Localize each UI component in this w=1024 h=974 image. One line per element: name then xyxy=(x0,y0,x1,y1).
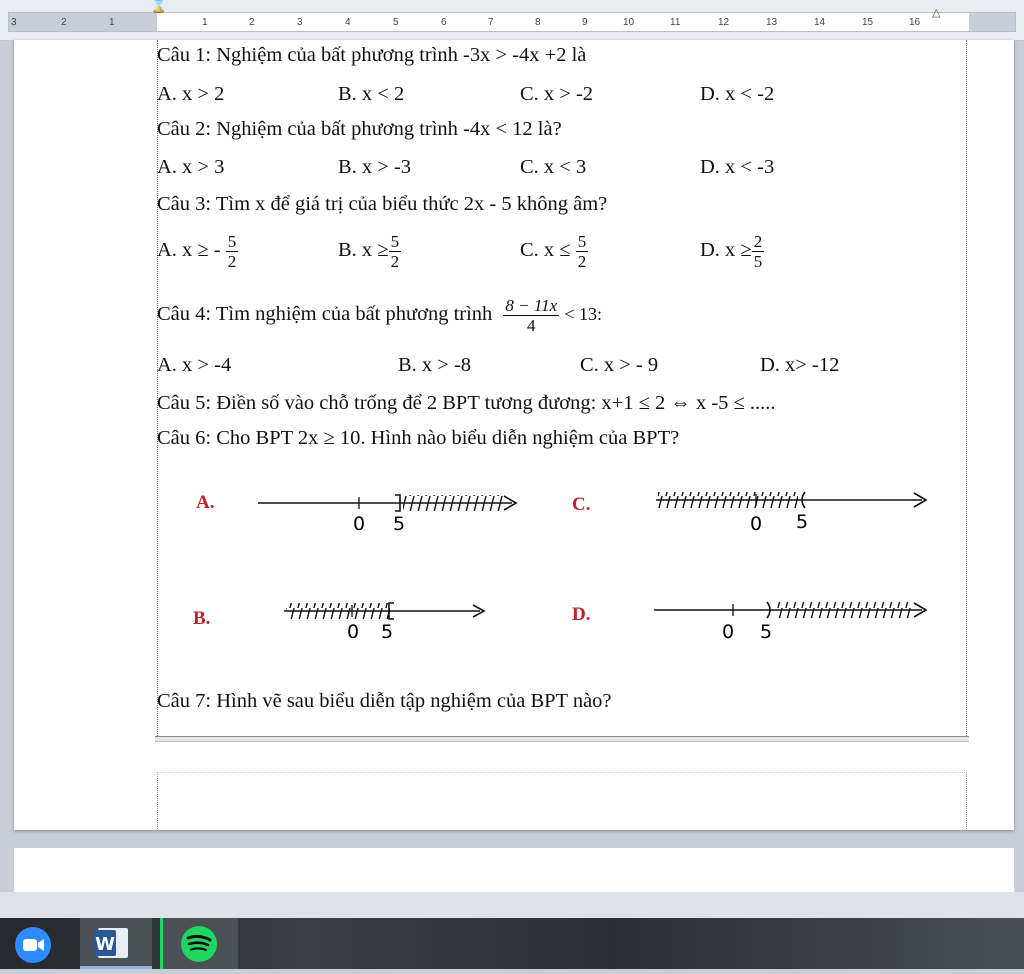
q6-label-d: D. xyxy=(572,604,591,625)
q6-label-a: A. xyxy=(196,492,215,513)
number-line-c xyxy=(656,492,926,535)
q1-option-b: B. x < 2 xyxy=(338,83,405,105)
q6-label-c: C. xyxy=(572,494,591,515)
word-letter: W xyxy=(95,934,115,955)
ruler-label: 2 xyxy=(61,17,67,28)
spotify-app-button[interactable] xyxy=(160,918,238,969)
q2-option-d: D. x < -3 xyxy=(700,156,775,178)
q4-option-c: C. x > - 9 xyxy=(580,354,659,376)
ruler-label: 4 xyxy=(345,17,351,28)
ruler-label: 2 xyxy=(249,17,255,28)
ruler-label: 5 xyxy=(393,17,399,28)
text-box-border xyxy=(155,736,969,742)
question-2: Câu 2: Nghiệm của bất phương trình -4x < 12 là? xyxy=(157,118,562,140)
zoom-icon xyxy=(8,918,56,969)
tick-label-5: 5 xyxy=(380,621,394,643)
q2-option-a: A. x > 3 xyxy=(157,156,225,178)
q3-c-denominator: 2 xyxy=(577,252,587,271)
status-bar xyxy=(0,892,1024,918)
ruler-label: 1 xyxy=(202,17,208,28)
question-5: Câu 5: Điền số vào chỗ trống để 2 BPT tương đương: x+1 ≤ 2 ⇔ x -5 ≤ ..... xyxy=(157,392,776,414)
q2-option-c: C. x < 3 xyxy=(520,156,587,178)
q3-b-prefix: B. x ≥ xyxy=(338,239,389,262)
question-3: Câu 3: Tìm x để giá trị của biểu thức 2x - 5 không âm? xyxy=(157,193,608,215)
q6-label-b: B. xyxy=(193,608,211,629)
q4-after: < 13: xyxy=(564,304,602,325)
footer-area[interactable] xyxy=(157,772,967,829)
q3-d-numerator: 2 xyxy=(753,232,763,251)
tick-label-5: 5 xyxy=(795,511,809,533)
ruler-label: 7 xyxy=(488,17,494,28)
hanging-indent-marker[interactable]: ⌛ xyxy=(150,0,168,14)
q3-c-prefix: C. x ≤ xyxy=(520,239,576,262)
ruler-label: 3 xyxy=(297,17,303,28)
ruler-label: 16 xyxy=(909,17,921,28)
question-7: Câu 7: Hình vẽ sau biểu diễn tập nghiệm của BPT nào? xyxy=(157,690,612,712)
ruler-label: 10 xyxy=(623,17,635,28)
q4-option-a: A. x > -4 xyxy=(157,354,232,376)
q3-a-prefix: A. x ≥ - xyxy=(157,239,226,262)
q4-text: Câu 4: Tìm nghiệm của bất phương trình xyxy=(157,303,493,326)
ruler-label: 1 xyxy=(109,17,115,28)
number-line-d xyxy=(654,602,926,643)
ruler-label: 15 xyxy=(862,17,874,28)
q3-d-denominator: 5 xyxy=(753,252,763,271)
q3-a-numerator: 5 xyxy=(227,232,237,251)
ruler-label: 11 xyxy=(670,17,681,28)
ruler-label: 13 xyxy=(766,17,778,28)
question-1: Câu 1: Nghiệm của bất phương trình -3x > -4x +2 là xyxy=(157,44,587,66)
next-document-page[interactable] xyxy=(14,848,1014,892)
ruler-label: 9 xyxy=(582,17,588,28)
ruler-label: 8 xyxy=(535,17,541,28)
q3-c-numerator: 5 xyxy=(577,232,587,251)
word-app-button[interactable] xyxy=(80,918,152,969)
q4-numerator: 8 − 11x xyxy=(505,296,558,315)
tick-label-0: 0 xyxy=(352,513,366,535)
q3-b-numerator: 5 xyxy=(390,232,400,251)
q1-option-d: D. x < -2 xyxy=(700,83,775,105)
question-6: Câu 6: Cho BPT 2x ≥ 10. Hình nào biểu diễn nghiệm của BPT? xyxy=(157,427,680,449)
tick-label-5: 5 xyxy=(759,621,773,643)
q3-a-denominator: 2 xyxy=(227,252,237,271)
number-line-a xyxy=(258,495,516,535)
q3-b-denominator: 2 xyxy=(390,252,400,271)
tick-label-0: 0 xyxy=(749,513,763,535)
taskbar xyxy=(0,918,1024,969)
ruler-label: 6 xyxy=(441,17,447,28)
tick-label-0: 0 xyxy=(721,621,735,643)
q4-option-d: D. x> -12 xyxy=(760,354,840,376)
ruler-label: 12 xyxy=(718,17,730,28)
q2-option-b: B. x > -3 xyxy=(338,156,412,178)
word-icon xyxy=(80,918,152,969)
q3-d-prefix: D. x ≥ xyxy=(700,239,752,262)
right-indent-marker[interactable]: △ xyxy=(932,7,941,19)
q1-option-a: A. x > 2 xyxy=(157,83,225,105)
ruler-label: 14 xyxy=(814,17,826,28)
tick-label-0: 0 xyxy=(346,621,360,643)
q4-option-b: B. x > -8 xyxy=(398,354,472,376)
number-line-b xyxy=(284,603,484,643)
q4-denominator: 4 xyxy=(527,316,536,335)
zoom-app-button[interactable] xyxy=(8,918,56,969)
spotify-icon xyxy=(163,918,238,969)
q1-option-c: C. x > -2 xyxy=(520,83,594,105)
ruler-label: 3 xyxy=(11,17,17,28)
tick-label-5: 5 xyxy=(392,513,406,535)
